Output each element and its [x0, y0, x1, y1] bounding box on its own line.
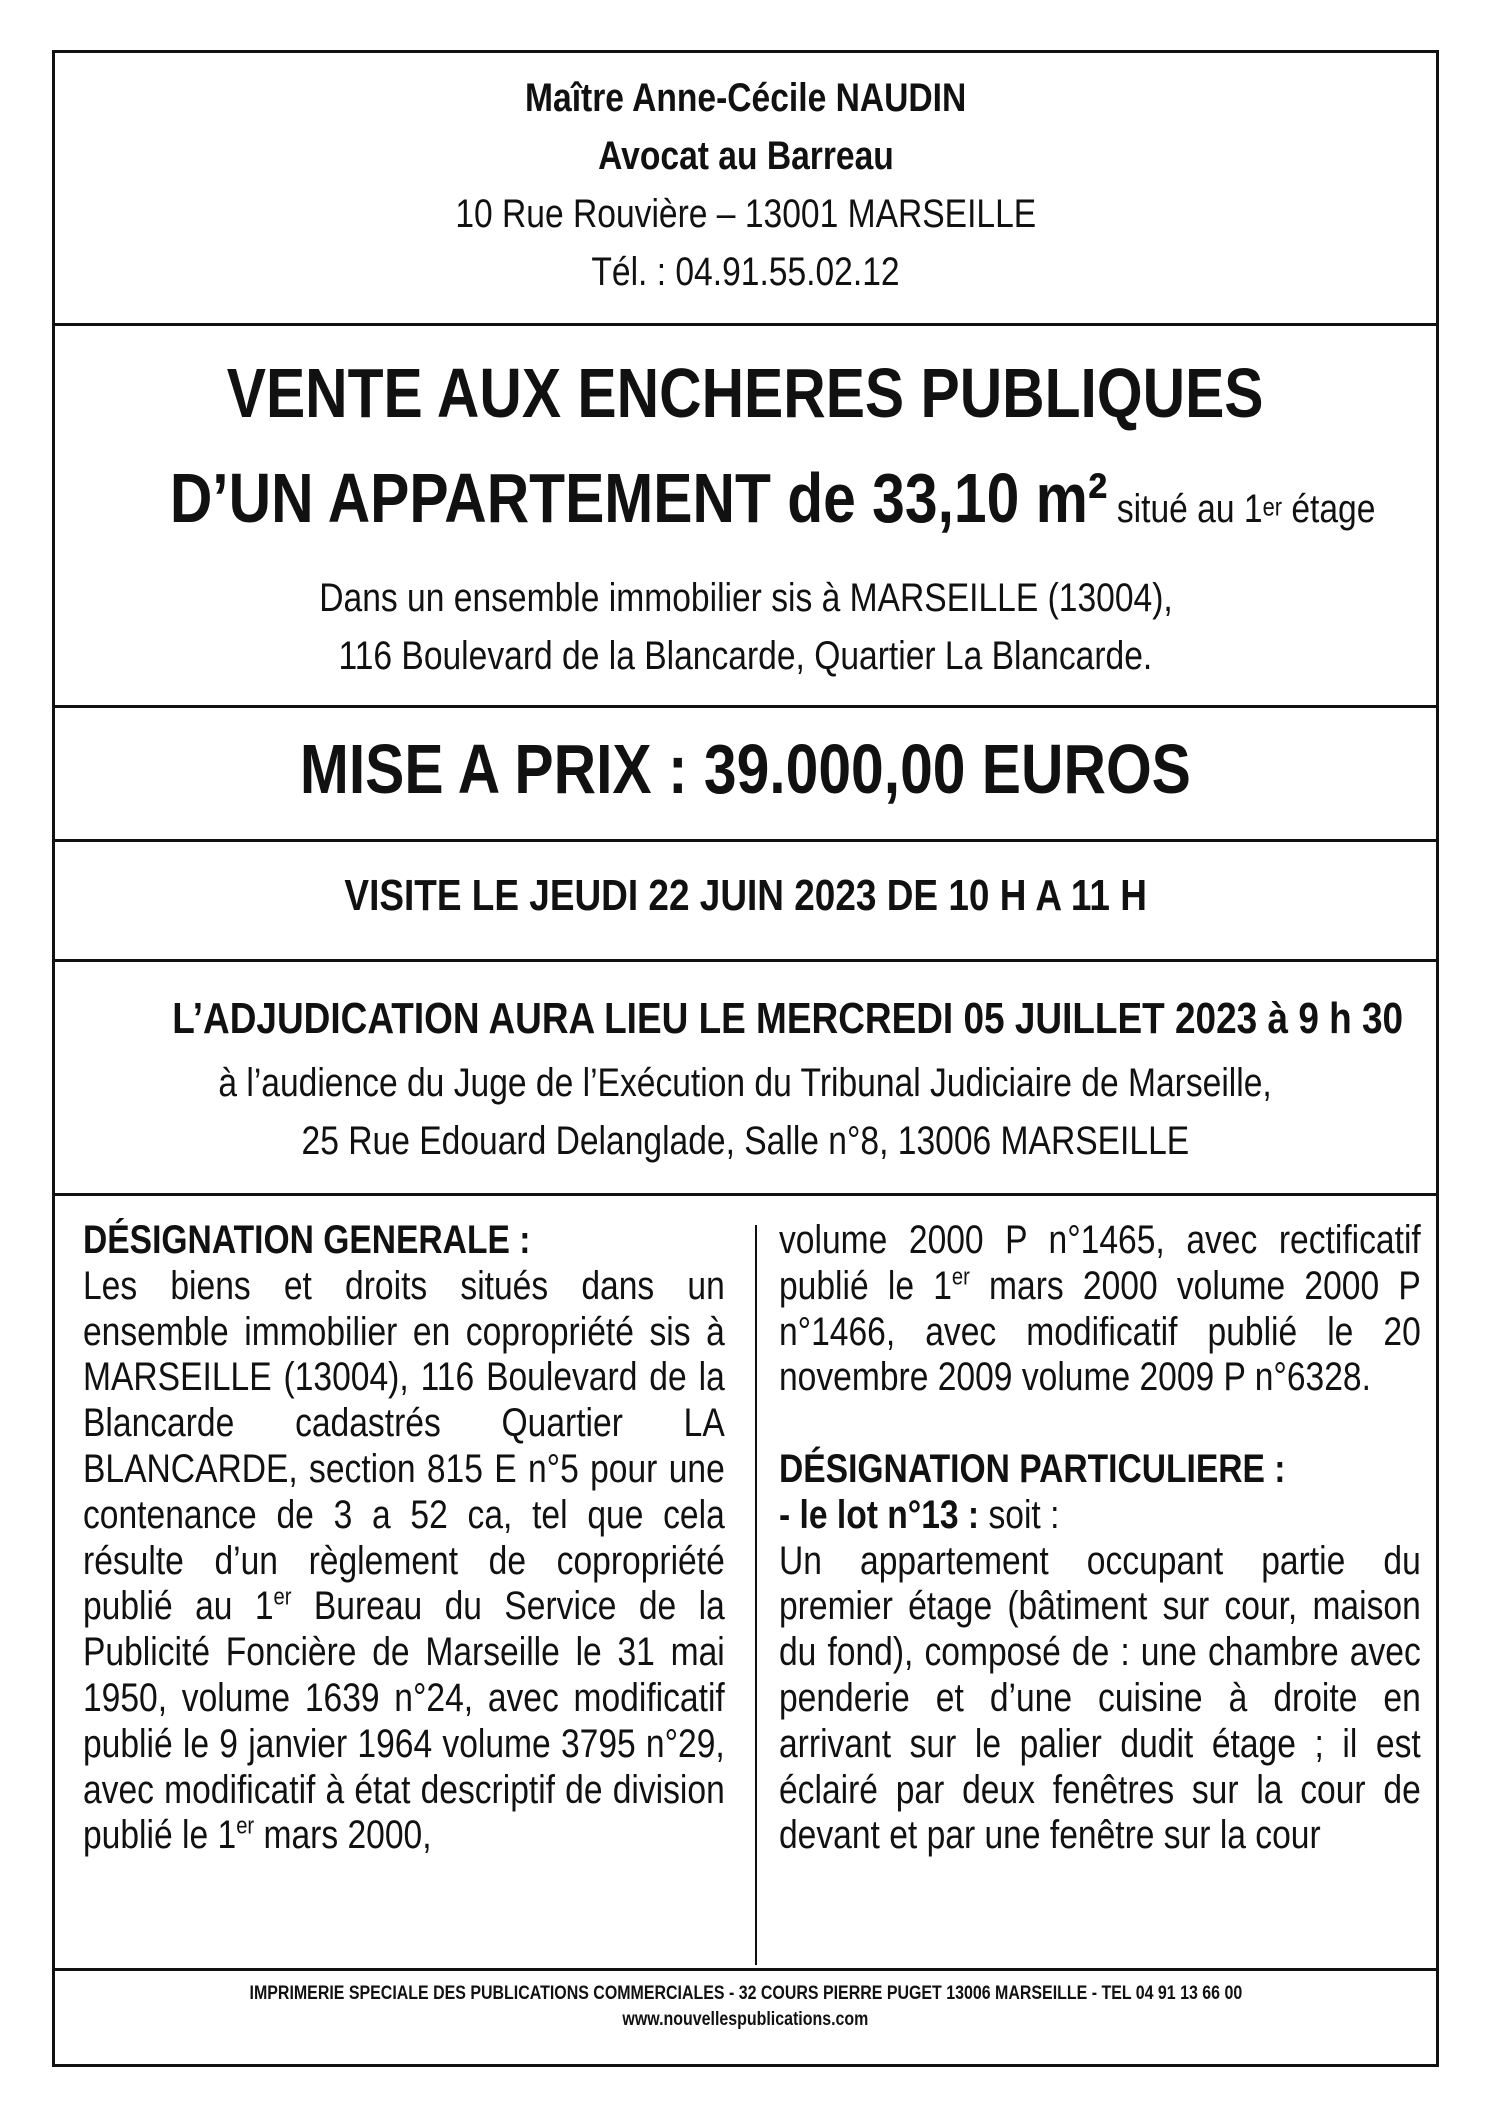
- starting-price: MISE A PRIX : 39.000,00 EUROS: [299, 730, 1192, 808]
- sale-object: D’UN APPARTEMENT de 33,10 m² situé au 1er étage: [169, 459, 1376, 537]
- divider: [55, 705, 1436, 708]
- divider: [55, 1193, 1436, 1196]
- lawyer-address: 10 Rue Rouvière – 13001 MARSEILLE: [455, 192, 1036, 236]
- sale-location-line1: Dans un ensemble immobilier sis à MARSEILLE (13004),: [318, 576, 1173, 620]
- divider: [55, 1968, 1436, 1971]
- divider: [55, 959, 1436, 962]
- divider: [55, 839, 1436, 842]
- lawyer-phone: Tél. : 04.91.55.02.12: [591, 250, 900, 294]
- lot-line: - le lot n°13 : soit :: [779, 1492, 1060, 1537]
- particular-designation-text: Un appartement occupant partie du premier étage (bâtiment sur cour, maison du fond), composé de : une chambre avec penderie et d’une cuisine à droite en arrivant sur le palier dudit étage ; il est éclairé par deux fenêtres sur la cour de devant et par une fenêtre sur la cour: [779, 1538, 1421, 1858]
- general-designation-column: [83, 1218, 725, 1973]
- lawyer-title: Avocat au Barreau: [597, 134, 894, 178]
- sale-heading: VENTE AUX ENCHERES PUBLIQUES: [227, 354, 1264, 432]
- adjudication-heading: L’ADJUDICATION AURA LIEU LE MERCREDI 05 JUILLET 2023 à 9 h 30: [172, 994, 1404, 1043]
- column-divider: [755, 1225, 757, 1965]
- visit-date: VISITE LE JEUDI 22 JUIN 2023 DE 10 H A 11 H: [344, 871, 1147, 920]
- printer-footer: [55, 1981, 1436, 2033]
- general-designation-text: Les biens et droits situés dans un ensemble immobilier en copropriété sis à MARSEILLE (13004), 116 Boulevard de la Blancarde cadastrés Quartier LA BLANCARDE, section 815 E n°5 pour une contenance de 3 a 52 ca, tel que cela résulte d’un règlement de copropriété publié au 1er Bureau du Service de la Publicité Foncière de Marseille le 31 mai 1950, volume 1639 n°24, avec modificatif publié le 9 janvier 1964 volume 3795 n°29, avec modificatif à état descriptif de division publié le 1er mars 2000,: [83, 1263, 725, 1858]
- notice-frame: [52, 50, 1439, 2067]
- printer-website: www.nouvellespublications.com: [622, 2009, 869, 2030]
- lawyer-name: Maître Anne-Cécile NAUDIN: [524, 76, 967, 120]
- adjudication-line1: à l’audience du Juge de l’Exécution du Tribunal Judiciaire de Marseille,: [218, 1061, 1273, 1105]
- divider: [55, 323, 1436, 326]
- general-designation-continued: volume 2000 P n°1465, avec rectificatif publié le 1er mars 2000 volume 2000 P n°1466, avec modificatif publié le 20 novembre 2009 volume 2009 P n°6328.: [779, 1218, 1421, 1400]
- printer-info: IMPRIMERIE SPECIALE DES PUBLICATIONS COMMERCIALES - 32 COURS PIERRE PUGET 13006 MARSEILLE - TEL 04 91 13 66 00: [249, 1983, 1242, 2004]
- sale-location-line2: 116 Boulevard de la Blancarde, Quartier La Blancarde.: [338, 634, 1153, 678]
- general-designation-heading: DÉSIGNATION GENERALE :: [83, 1218, 531, 1262]
- particular-designation-column: [779, 1218, 1421, 1973]
- particular-designation-heading: DÉSIGNATION PARTICULIERE :: [779, 1446, 1286, 1491]
- adjudication-line2: 25 Rue Edouard Delanglade, Salle n°8, 13006 MARSEILLE: [301, 1119, 1190, 1163]
